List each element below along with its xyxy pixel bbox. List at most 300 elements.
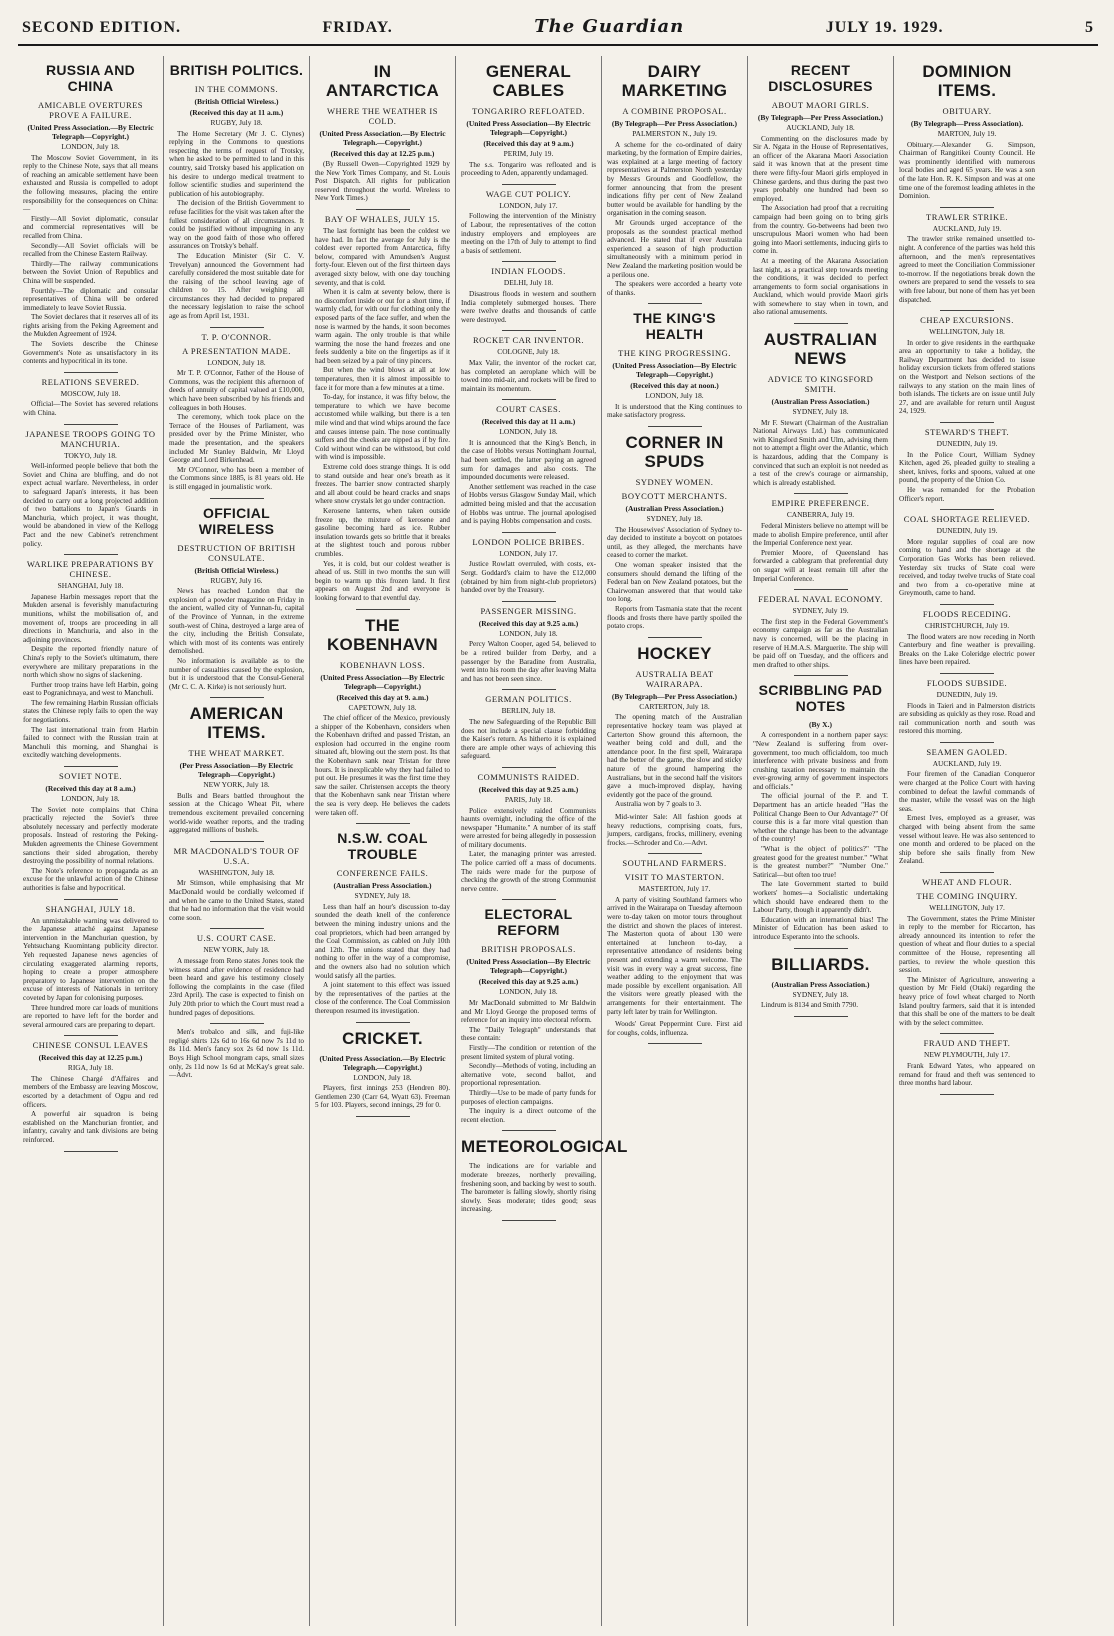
- article: [315, 62, 450, 203]
- dateline: LONDON, July 18.: [207, 357, 266, 367]
- section-rule: [502, 689, 556, 690]
- dateline: LONDON, July 18.: [61, 142, 120, 151]
- article-paragraph: The last international train from Harbin failed to connect with the Russian train at Manchuli this morning, and Shanghai is excitedly watching developments.: [23, 725, 158, 760]
- article-paragraph: The Note's reference to propaganda as an excuse for the unlawful action of the Chinese authorities is false and hypocritical.: [23, 866, 158, 892]
- dateline: LONDON, July 18.: [499, 427, 558, 437]
- article: [169, 933, 304, 1017]
- wire-credit: (United Press Association.—By Electric Telegraph.—Copyright.): [319, 1053, 446, 1072]
- dateline: LONDON, July 18.: [499, 628, 558, 638]
- article-paragraph: Floods in Taieri and in Palmerston districts are subsiding as quickly as they rose. Road and rail communication north and south was restored this morning.: [899, 701, 1035, 736]
- article-paragraph: The few remaining Harbin Russian officials states the Chinese reply fails to open the way for negotiations.: [23, 698, 158, 725]
- article-paragraph: Extreme cold does strange things. It is odd to stand outside and hear one's breath as it freezes. The barrier snow contracted sharply and all about could be heard cracks and snaps where snow crystals let go under contraction.: [315, 463, 450, 506]
- section-rule: [356, 609, 410, 610]
- article-paragraph: Firstly—The condition or retention of the present limited system of plural voting.: [461, 1044, 596, 1061]
- article: [899, 315, 1035, 416]
- article-paragraph: The official journal of the P. and T. Department has an article headed "Has the Political Change Been to Our Advantage?" Of course this is a far more vital question than whether the change has been to the advantage of the country!: [753, 792, 888, 844]
- article: [461, 694, 596, 761]
- section-rule: [940, 310, 994, 311]
- article-paragraph: The ceremony, which took place on the Terrace of the Houses of Parliament, was presided over by the Prime Minister, who made the presentation, and the speakers included Mr Stanley Baldwin, Mr Lloyd George and Lord Birkenhead.: [169, 413, 304, 465]
- article-subheading: THE KING PROGRESSING.: [618, 348, 731, 359]
- article: [753, 682, 888, 941]
- article-paragraph: Education with an international bias! The Minister of Education has been asked to introduce Esperanto into the schools.: [753, 915, 888, 941]
- article-headline: OFFICIAL WIRELESS: [198, 504, 275, 537]
- section-rule: [648, 1043, 702, 1044]
- section-rule: [502, 330, 556, 331]
- section-rule: [210, 327, 264, 328]
- section-rule: [502, 601, 556, 602]
- article-paragraph: "What is the object of politics?" "The greatest good for the greatest number." "What is the greatest number?" "Number One." Satirical—but often too true!: [753, 845, 888, 879]
- received-note: (Received this day at 9 a.m.): [483, 139, 574, 148]
- wire-credit: (Received this day at 11 a.m.): [481, 417, 576, 427]
- section-rule: [502, 261, 556, 262]
- section-rule: [648, 426, 702, 427]
- page-number: 5: [1084, 19, 1094, 36]
- article: [461, 1137, 628, 1214]
- article-paragraph: He was remanded for the Probation Officer's report.: [899, 486, 1035, 503]
- section-rule: [940, 207, 994, 208]
- section-rule: [794, 493, 848, 494]
- article-paragraph: An unmistakable warning was delivered to the Japanese attaché against Japanese intervention in the Manchurian question, by Yehtsuchang Kuomintang publicity director. Yeh requested Japanese news agencies of circulating exaggerated alarming reports, hoping to create a proper atmosphere preparatory to Japanese intervention on the excuse of interests of Nationals in territory coveted by Japan for colonising purposes.: [23, 916, 158, 1002]
- dateline: PARIS, July 18.: [504, 794, 553, 804]
- article-paragraph: Frank Edward Yates, who appeared on remand for fraud and theft was sentenced to three months hard labour.: [899, 1061, 1035, 1088]
- article-paragraph: The indications are for variable and moderate breezes, northerly prevailing, freshening soon, and backing by west to south. The barometer is falling slowly, shortly rising slowly. Seas moderate; tides good; seas increasing.: [461, 1162, 596, 1214]
- article-paragraph: Premier Moore, of Queensland has forwarded a cablegram that preferential duty on sugar will at least remain till after the Imperial Conference.: [753, 548, 888, 583]
- column-1: [18, 56, 164, 1626]
- article-subheading: T. P. O'CONNOR.: [201, 331, 272, 342]
- article-paragraph: In the Police Court, William Sydney Kitchen, aged 26, pleaded guilty to stealing a sheet, knives, forks and spoons, valued at one pound, the property of the Union Co.: [899, 450, 1035, 485]
- wire-credit: (By Telegraph—Press Association).: [910, 119, 1024, 128]
- dateline: SHANGHAI, July 18.: [57, 581, 124, 591]
- dateline: AUCKLAND, July 18.: [786, 123, 855, 132]
- section-rule: [794, 675, 848, 676]
- article-headline: CORNER IN SPUDS: [625, 433, 724, 472]
- article-paragraph: The trawler strike remained unsettled to-night. A conference of the parties was held this afternoon, and the men's representatives agreed to meet the Conciliation Commissioner to-morrow. If the negotiations break down the owners are prepared to send the vessels to sea with free labour, but none of them has yet been dispatched.: [899, 235, 1035, 304]
- article-subheading: TRAWLER STRIKE.: [926, 211, 1008, 222]
- dateline: SYDNEY, July 18.: [646, 514, 703, 524]
- article-headline: RUSSIA AND CHINA: [45, 62, 136, 94]
- article: [461, 404, 596, 526]
- section-rule: [940, 509, 994, 510]
- article-subtitle: VISIT TO MASTERTON.: [624, 872, 725, 883]
- article-subtitle: THE COMING INQUIRY.: [916, 891, 1018, 901]
- dateline: WELLINGTON, July 18.: [929, 327, 1005, 337]
- section-rule: [940, 872, 994, 873]
- wire-credit: (United Press Association—By Electric Telegraph—Copyright.): [320, 672, 445, 691]
- dateline: AUCKLAND, July 19.: [932, 758, 1002, 768]
- paper-title: The Guardian: [534, 16, 685, 37]
- article-paragraph: The "Daily Telegraph" understands that these contain:: [461, 1025, 596, 1043]
- article-paragraph: Well-informed people believe that both the Soviet and China are bluffing, and do not expect actual warfare. Nevertheless, in order to safeguard Japan's interests, it has been decided to carry out a long projected addition of two battalions to Japan's Guards in Manchuria, which project, it was thought, would be abandoned in view of the Kellogg Pact and the new Cabinet's retrenchment policy.: [23, 462, 158, 548]
- article-headline: GENERAL CABLES: [485, 62, 572, 100]
- article-subtitle: BOYCOTT MERCHANTS.: [621, 491, 728, 502]
- article-paragraph: The last fortnight has been the coldest we have had. In fact the average for July is the coldest ever reported from Antarctica, fifty below, compared with Amundsen's August forty-four. Eleven out of the first thirteen days averaged sixty below, with one day touching seventy, and that is cold.: [315, 226, 450, 287]
- article-subheading: OBITUARY.: [942, 106, 992, 116]
- article-headline: AMERICAN ITEMS.: [189, 704, 284, 743]
- article: [461, 772, 596, 894]
- article-paragraph: It is understood that the King continues to make satisfactory progress.: [607, 402, 742, 420]
- section-rule: [940, 1094, 994, 1095]
- article: [23, 62, 158, 366]
- article-headline: N.S.W. COAL TROUBLE: [337, 830, 428, 863]
- dateline: TOKYO, July 18.: [64, 450, 117, 460]
- article: [899, 747, 1035, 866]
- article-subheading: BRITISH PROPOSALS.: [481, 944, 576, 955]
- section-rule: [210, 1023, 264, 1024]
- dateline: AUCKLAND, July 19.: [932, 223, 1002, 233]
- dateline: DUNEDIN, July 19.: [936, 526, 998, 536]
- article-headline: DOMINION ITEMS.: [922, 62, 1012, 100]
- article-paragraph: Official—The Soviet has severed relations with China.: [23, 400, 158, 418]
- article-paragraph: The Housewives' Association of Sydney to-day decided to institute a boycott on potatoes until, as they alleged, the merchants have ceased to corner the market.: [607, 525, 742, 560]
- article-headline: BRITISH POLITICS.: [169, 62, 304, 78]
- article-headline: AUSTRALIAN NEWS: [763, 330, 878, 369]
- section-rule: [502, 899, 556, 900]
- section-rule: [356, 823, 410, 824]
- article-paragraph: Fourthly—The diplomatic and consular representatives of China will be ordered immediately to leave Soviet Russia.: [23, 286, 158, 312]
- article-paragraph: The decision of the British Government to refuse facilities for the visit was taken after the fullest consideration of all circumstances. It could be justified without impugning in any way on the good faith of those who offered assurances on Trotsky's behalf.: [169, 199, 304, 251]
- article-paragraph: Max Valir, the inventor of the rocket car, has completed an aeroplane which will be towed into mid-air, and rockets will be fired to maintain its momentum.: [461, 358, 596, 393]
- section-rule: [794, 948, 848, 949]
- article-paragraph: Players, first innings 253 (Hendren 80). Gentlemen 230 (Carr 64, Wyatt 63). Freeman 5 for 103. Players, second innings, 29 for 0.: [315, 1084, 450, 1110]
- article-paragraph: But when the wind blows at all at low temperatures, then it is almost impossible to face it for more than a few minutes at a time.: [315, 366, 450, 392]
- article-paragraph: At a meeting of the Akarana Association last night, as a practical step towards meeting the conditions, it was decided to perfect arrangements to form social organisations in Auckland, which would provide Maori girls with somewhere to stay when in town, and also rational amusements.: [753, 256, 888, 317]
- columns-container: [18, 56, 1098, 1626]
- article: [607, 310, 742, 420]
- article-headline: SCRIBBLING PAD NOTES: [758, 682, 883, 715]
- article: [23, 904, 158, 1030]
- dateline: NEW YORK, July 18.: [203, 780, 270, 790]
- wire-credit: (Received this day at 8 a.m.): [45, 784, 136, 794]
- section-rule: [64, 554, 118, 555]
- section-rule: [794, 589, 848, 590]
- wire-credit: (United Press Association.—By Electric Telegraph.—Copyright.): [319, 129, 446, 147]
- dateline: WASHINGTON, July 18.: [198, 867, 275, 877]
- article-headline: DAIRY MARKETING: [621, 62, 728, 100]
- article-paragraph: News has reached London that the explosion of a powder magazine on Friday in the ancient, walled city of Yunnan-fu, capital of the Province of Yunnan, in the extreme south-west of China, destroyed a large area of the city, including the British Consulate, which with most of its contents was entirely demolished.: [169, 587, 304, 656]
- section-rule: [940, 742, 994, 743]
- article-paragraph: More regular supplies of coal are now coming to hand and the shortage at the Corporation Gas Works has been relieved. Yesterday six trucks of State coal were received, and today twelve trucks of State coal and two from a co-operative mine at Greymouth, came to hand.: [899, 537, 1035, 598]
- article: [607, 433, 742, 631]
- article-paragraph: Further troop trains have left Harbin, going east to Pogranichnaya, and west to Manchuli.: [23, 680, 158, 698]
- article-subheading: PASSENGER MISSING.: [480, 605, 577, 616]
- article: [23, 377, 158, 418]
- column-5: [602, 56, 748, 1626]
- wire-credit: (By Telegraph—Per Press Association.): [757, 113, 884, 122]
- article: [23, 429, 158, 549]
- dateline: LONDON, July 18.: [353, 1072, 412, 1082]
- article: [607, 62, 742, 297]
- article: [461, 266, 596, 324]
- article-paragraph: The s.s. Tongariro was refloated and is proceeding to Aden, apparently undamaged.: [461, 160, 596, 178]
- dateline: MASTERTON, July 17.: [638, 884, 711, 894]
- section-rule: [64, 766, 118, 767]
- article-subheading: BAY OF WHALES, JULY 15.: [324, 213, 441, 224]
- article-paragraph: When it is calm at seventy below, there is no discomfort inside or out for a short time, if warmly clad, for with our fur clothing only the exposed parts of the face suffer, and when the nose is warmed by the hands, it soon becomes warm again. The only trouble is that while warming the nose the hand freezes and one feels suddenly a bite on the fingertips as if it had been seized by a pair of tiny pincers.: [315, 288, 450, 365]
- article-paragraph: The Minister of Agriculture, answering a question by Mr Field (Otaki) regarding the heavy price of fowl wheat charged to North Island poultry farmers, said that it is intended that this shall be one of the matters to be dealt with by the select committee.: [899, 975, 1035, 1027]
- article-subheading: WHEAT AND FLOUR.: [922, 877, 1012, 887]
- article-paragraph: Mr O'Connor, who has been a member of the Commons since 1885, is 81 years old. He is still engaged in journalistic work.: [169, 465, 304, 491]
- dateline: DUNEDIN, July 19.: [936, 439, 998, 449]
- dateline: LONDON, July 18.: [61, 794, 120, 804]
- column-4: [456, 56, 628, 1626]
- article-headline: BILLIARDS.: [771, 954, 870, 974]
- article: [169, 704, 304, 835]
- masthead: [18, 16, 1098, 46]
- article-paragraph: Australia won by 7 goals to 3.: [615, 800, 702, 809]
- article-paragraph: Firstly—All Soviet diplomatic, consular and commercial representatives will be recalled from China.: [23, 214, 158, 240]
- article-paragraph: Commenting on the disclosures made by Sir A. Ngata in the House of Representatives, an officer of the Akarana Maori Association said it was known that at the present time there were fifty-four Maori girls employed in Chinese gardens, and thus during the past two years probably one hundred had been so employed.: [753, 134, 888, 203]
- dateline: BERLIN, July 18.: [501, 706, 556, 716]
- article-paragraph: Mr T. P. O'Connor, Father of the House of Commons, was the recipient this afternoon of deeds of annuity of capital valued at £10,000, which have been subscribed by his friends and colleagues in both Houses.: [169, 369, 304, 412]
- section-rule: [210, 498, 264, 499]
- article: [23, 559, 158, 760]
- article: [169, 332, 304, 492]
- dateline: SYDNEY, July 18.: [792, 407, 849, 417]
- article-subheading: WARLIKE PREPARATIONS BY CHINESE.: [26, 559, 155, 580]
- article-paragraph: The Soviets describe the Chinese Government's Note as unsatisfactory in its contents and hypocritical in its tone.: [23, 340, 158, 366]
- article-subheading: KOBENHAVN LOSS.: [339, 659, 426, 670]
- article-subheading: IN THE COMMONS.: [194, 84, 279, 94]
- article-subheading: ADVICE TO KINGSFORD SMITH.: [767, 374, 874, 395]
- wire-credit: (Per Press Association—By Electric Telegraph—Copyright.): [179, 761, 294, 780]
- article-subheading: WHERE THE WEATHER IS COLD.: [327, 106, 438, 126]
- article-paragraph: Secondly—All Soviet officials will be recalled from the Chinese Eastern Railway.: [23, 241, 158, 259]
- article: [899, 678, 1035, 736]
- article-paragraph: The flood waters are now receding in North Canterbury and fine weather is prevailing. Breaks on the Lake Coleridge electric power lines have been repaired.: [899, 632, 1035, 667]
- article: [461, 189, 596, 256]
- dateline: RIGA, July 18.: [67, 1063, 114, 1073]
- wire-credit: (Australian Press Association.): [333, 881, 432, 891]
- section-rule: [648, 853, 702, 854]
- article-paragraph: Yes, it is cold, but our coldest weather is ahead of us. Still in two months the sun will begin to warm up this frozen land. It first appears on August 2nd and everyone is looking forward to that eventful day.: [315, 559, 450, 602]
- article-subheading: STEWARD'S THEFT.: [924, 427, 1010, 438]
- dateline: MOSCOW, July 18.: [60, 388, 121, 398]
- column-7: [894, 56, 1040, 1626]
- article: [23, 771, 158, 893]
- article-subheading: SOVIET NOTE.: [59, 771, 122, 782]
- article: [169, 846, 304, 923]
- article-paragraph: The Education Minister (Sir C. V. Trevelyan) announced the Government had carefully considered the most suitable date for the raising of the school leaving age of children to 15. After weighing all circumstances they had decided to prepared the necessary legislation to raise the school age as from April 1st, 1931.: [169, 251, 304, 321]
- section-rule: [940, 604, 994, 605]
- column-3: [310, 56, 456, 1626]
- article-paragraph: Following the intervention of the Ministry of Labour, the representatives of the cotton industry employers and employees are meeting on the 17th of July to attempt to find a basis of settlement.: [461, 212, 596, 255]
- edition-label: SECOND EDITION.: [22, 19, 182, 36]
- article: [315, 214, 450, 603]
- dateline: PERIM, July 19.: [503, 149, 554, 158]
- section-rule: [64, 1035, 118, 1036]
- article: [899, 609, 1035, 667]
- article-subheading: SEAMEN GAOLED.: [926, 746, 1008, 757]
- section-rule: [210, 841, 264, 842]
- wire-credit: (By Telegraph—Per Press Association.): [611, 691, 738, 701]
- article-subheading: ABOUT MAORI GIRLS.: [771, 100, 870, 110]
- dateline: NEW YORK, July 18.: [203, 945, 270, 955]
- wire-credit: (United Press Association—By Electric Telegraph—Copyright.): [612, 361, 737, 380]
- advertisement: Mid-winter Sale: All fashion goods at heavy reductions, comprising coats, furs, jumpers, cardigans, frocks, millinery, evening frocks.—Schroder and Co.—Advt.: [607, 812, 742, 847]
- article-paragraph: Mr MacDonald submitted to Mr Baldwin and Mr Lloyd George the proposed terms of reference for an inquiry into electoral reform.: [461, 999, 596, 1025]
- article-headline: THE KOBENHAVN: [326, 615, 438, 654]
- article: [607, 858, 742, 1037]
- article: [899, 514, 1035, 598]
- article-paragraph: No information is available as to the number of casualties caused by the explosion, but it is understood that the Consul-General (Mr C. C. A. Kirke) is not seriously hurt.: [169, 656, 304, 691]
- article: [461, 906, 596, 1124]
- article-paragraph: Secondly—Methods of voting, including an alternative vote, second ballot, and proportional representation.: [461, 1062, 596, 1088]
- section-rule: [64, 899, 118, 900]
- article-paragraph: The chief officer of the Mexico, previously a shipper of the Kobenhavn, considers when the Kobenhavn drifted and passed Tristan, an explosion had occurred in the engine room situated aft, blowing out the stern post. Its that the Kobenhavn sank near Tristan for three hours. It is inexplicable why they had failed to put out. He presumes it was the first time they saw the sailer. Christensen accepts the theory that the Kobenhavn sank near Tristan where the sea is very deep. He believes the cadets were taken off.: [315, 714, 450, 817]
- article-subheading: SOUTHLAND FARMERS.: [622, 858, 727, 869]
- article-paragraph: The first step in the Federal Government's economy campaign as far as the Australian navy is concerned, will be the placing in reserve of H.M.A.S. Marguerite. The ship will be paid off on Tuesday, and the officers and men drafted to other ships.: [753, 617, 888, 669]
- section-rule: [356, 1022, 410, 1023]
- section-rule: [794, 1016, 848, 1017]
- article-paragraph: (By Russell Owen—Copyrighted 1929 by the New York Times Company, and St. Louis Post Dispatch. All rights for publication reserved throughout the world. Wireless to New York Times.): [315, 160, 450, 203]
- article-paragraph: Lindrum is 8134 and Smith 7790.: [761, 1001, 859, 1010]
- article: [607, 644, 742, 848]
- article-subheading: FLOODS SUBSIDE.: [926, 677, 1008, 688]
- article-paragraph: Four firemen of the Canadian Conqueror were charged at the Police Court with having combined to defeat the lawful commands of the master, while the vessel was on the high seas.: [899, 770, 1035, 813]
- dateline: WELLINGTON, July 17.: [929, 903, 1005, 912]
- article: [461, 335, 596, 393]
- article: [899, 1038, 1035, 1087]
- section-rule: [210, 928, 264, 929]
- article-subheading: AUSTRALIA BEAT WAIRARAPA.: [635, 668, 714, 689]
- article-subheading: EMPIRE PREFERENCE.: [771, 498, 870, 509]
- wire-credit: (United Press Association—By Electric Telegraph—Copyright.): [466, 957, 591, 976]
- article-subheading: ROCKET CAR INVENTOR.: [473, 335, 584, 346]
- article-paragraph: A correspondent in a northern paper says: "New Zealand is suffering from over-government, too much officialdom, too much interference with private business and from crushing taxation necessary to maintain the ever-growing army of government inspectors and officials.": [753, 731, 888, 791]
- article-headline: ELECTORAL REFORM: [484, 906, 573, 939]
- dateline: LONDON, July 17.: [499, 200, 558, 210]
- article-subheading: WAGE CUT POLICY.: [485, 188, 572, 199]
- article-subheading: CHEAP EXCURSIONS.: [920, 315, 1014, 326]
- article: [169, 505, 304, 692]
- section-rule: [210, 697, 264, 698]
- article-subheading: U.S. COURT CASE.: [196, 933, 277, 944]
- article-paragraph: Mr F. Stewart (Chairman of the Australian National Airways Ltd.) has communicated with Kingsford Smith and Ulm, advising them not to attempt a flight over the Atlantic, which is hazardous, adding that the Company is convinced that such an exploit is not needed as a test of the crew's courage or airmanship, which is already established.: [753, 418, 888, 487]
- dateline: LONDON, July 18.: [499, 987, 558, 997]
- article-paragraph: Thirdly—The railway communications between the Soviet Union of Republics and China will be suspended.: [23, 259, 158, 285]
- wire-credit: (Received this day at 9.25 a.m.): [478, 618, 579, 628]
- article-paragraph: Percy Walton Cooper, aged 54, believed to be a retired builder from Derby, and a passenger by the Baradine from Australia, went into his room the day after leaving Malta and has not been seen since.: [461, 640, 596, 683]
- advertisement: Woods' Great Peppermint Cure. First aid for coughs, colds, influenza.: [607, 1020, 742, 1037]
- article-paragraph: A message from Reno states Jones took the witness stand after evidence of residence had been heard and gave his testimony closely following the complaints in the case (filed 23rd April). The case is expected to finish on July 20th prior to which the Court must read a hundred pages of depositions.: [169, 957, 304, 1017]
- newspaper-page: [18, 16, 1098, 1626]
- section-rule: [940, 1033, 994, 1034]
- article-paragraph: Mr Stimson, while emphasising that Mr MacDonald would be cordially welcomed if and when he came to the United States, stated that he had no information that the visit would come soon.: [169, 879, 304, 922]
- received-note: (Received this day at 12.25 p.m.): [330, 149, 435, 158]
- article-headline: IN ANTARCTICA: [325, 62, 440, 100]
- article-paragraph: Bulls and Bears battled throughout the session at the Chicago Wheat Pit, where tremendous excitement prevailed concerning world-wide weather reports, and the trading aggregated millions of bushels.: [169, 791, 304, 835]
- article: [315, 616, 450, 818]
- article-paragraph: Three hundred more car loads of munitions are reported to have left for the border and several armoured cars are preparing to depart.: [23, 1003, 158, 1029]
- article-subtitle: A PRESENTATION MADE.: [182, 345, 291, 356]
- article-paragraph: Obituary.—Alexander G. Simpson, Chairman of Rangitikei County Council. He was prominently identified with numerous local bodies and aged 65 years. He was a son of the late Hon. R. K. Simpson and was at one time one of the foremost leading athletes in the Dominion.: [899, 140, 1035, 201]
- article-subheading: FRAUD AND THEFT.: [923, 1038, 1011, 1049]
- article-subheading: SYDNEY WOMEN.: [635, 477, 714, 488]
- article-subheading: A COMBINE PROPOSAL.: [622, 106, 727, 116]
- article-subheading: RELATIONS SEVERED.: [41, 376, 140, 387]
- article-paragraph: One woman speaker insisted that the consumers should demand the lifting of the Federal ban on New Zealand potatoes, but the Chairwoman answered that that would take too long.: [607, 561, 742, 604]
- section-rule: [502, 767, 556, 768]
- dateline: MARTON, July 19.: [937, 129, 997, 138]
- article: [461, 606, 596, 684]
- dateline: CAPETOWN, July 18.: [348, 702, 417, 712]
- section-rule: [356, 209, 410, 210]
- section-rule: [940, 673, 994, 674]
- received-note: (Received this day at 9. a.m.): [336, 692, 429, 702]
- article: [315, 1029, 450, 1110]
- day-label: FRIDAY.: [322, 19, 393, 36]
- article-headline: METEOROLOGICAL: [461, 1137, 628, 1157]
- dateline: DELHI, July 18.: [503, 278, 554, 288]
- article-paragraph: The Chinese Chargé d'Affaires and members of the Embassy are leaving Moscow, escorted by a detachment of Ogpu and red officers.: [23, 1074, 158, 1109]
- dateline: SYDNEY, July 18.: [792, 989, 849, 999]
- article-paragraph: The Moscow Soviet Government, in its reply to the Chinese Note, says that all means of reaching an amicable settlement have been exhausted and Russia is compelled to adopt the following measures, placing the entire responsibility for the consequences on China:—: [23, 153, 158, 214]
- dateline: SYDNEY, July 19.: [792, 606, 849, 616]
- article: [753, 594, 888, 669]
- article-subheading: FEDERAL NAVAL ECONOMY.: [758, 594, 883, 605]
- wire-credit: (British Official Wireless.): [194, 97, 279, 106]
- received-note: (Received this day at 9.25 a.m.): [478, 977, 579, 987]
- section-rule: [502, 184, 556, 185]
- article-subheading: CHINESE CONSUL LEAVES: [32, 1040, 149, 1051]
- article-paragraph: Less than half an hour's discussion to-day sounded the death knell of the conference between the mining industry unions and the coal proprietors, which had been arranged by the Coal Commission, as cabled on July 10th and 12th. The unions stated that they had nothing to offer in the way of a compromise, and the owners also had no solution which would satisfy all the parties.: [315, 902, 450, 980]
- article-paragraph: A party of visiting Southland farmers who arrived in the Wairarapa on Tuesday afternoon were to-day taken on motor tours throughout the district and shown the places of interest. The Masterton quota of about 130 were entertained at luncheon to-day, a representative attendance of residents being present and extending a warm welcome. The visit was in every way a great success, fine weather adding to the enjoyment that was made possible by excellent organisation. All the visitors were greatly pleased with the arrangements for their entertainment. The party left later by train for Wellington.: [607, 895, 742, 1016]
- article-subheading: LONDON POLICE BRIBES.: [472, 536, 585, 547]
- article-subheading: COAL SHORTAGE RELIEVED.: [903, 514, 1031, 525]
- section-rule: [356, 1116, 410, 1117]
- issue-date: JULY 19. 1929.: [825, 19, 944, 36]
- section-rule: [502, 399, 556, 400]
- article-paragraph: The late Government started to build workers' homes—a Socialistic undertaking which should have endeared them to the Labour Party, though it apparently didn't.: [753, 880, 888, 915]
- article-subheading: GERMAN POLITICS.: [485, 694, 572, 705]
- article-headline: HOCKEY: [637, 643, 712, 663]
- article-paragraph: In order to give residents in the earthquake area an opportunity to take a holiday, the Railway Department has decided to issue holiday excursion tickets from offered stations on the Westport and Nelson sections of the railways to any station on the main lines of both islands. The tickets are on issue until July 27, and are available for return until August 24, 1929.: [899, 338, 1035, 416]
- article-paragraph: To-day, for instance, it was fifty below, the temperature to which we have become accustomed while walking, but there is a ten mile wind and that wind whips around the face and causes intense pain. The nose continually suffers and the cheeks are nipped as if by fire. Cold without wind can be withstood, but cold with wind is impossible.: [315, 393, 450, 462]
- article-subheading: JAPANESE TROOPS GOING TO MANCHURIA.: [25, 428, 156, 449]
- article-subheading: INDIAN FLOODS.: [491, 266, 566, 277]
- article: [753, 62, 888, 317]
- dateline: SYDNEY, July 18.: [354, 891, 411, 901]
- wire-credit: (Received this day at 12.25 p.m.): [38, 1053, 143, 1063]
- column-6: [748, 56, 894, 1626]
- article: [753, 955, 888, 1010]
- article-paragraph: Disastrous floods in western and southern India completely submerged houses. There were twelve deaths and thousands of cattle were destroyed.: [461, 289, 596, 324]
- wire-credit: (British Official Wireless.): [194, 565, 279, 575]
- dateline: RUGBY, July 18.: [210, 118, 263, 127]
- article-paragraph: Justice Rowlatt overruled, with costs, ex-Sergt. Goddard's claim to have the £12,000 (obtained by him from night-club proprietors) handed over by the Treasury.: [461, 560, 596, 595]
- wire-credit: (Australian Press Association.): [771, 397, 870, 407]
- article-headline: CRICKET.: [342, 1028, 423, 1048]
- article-paragraph: The Home Secretary (Mr J. C. Clynes) replying in the Commons to questions respecting the terms of request of Trotsky, when he asked to be permitted to land in this country, said Trotsky based his application on his desire to undergo medical treatment to follow scientific studies and superintend the publication of his autobiography.: [169, 129, 304, 198]
- article-paragraph: Police extensively raided Communists haunts overnight, including the office of the newspaper "Humanite." A number of its staff were arrested for being allegedly in possession of military documents.: [461, 806, 596, 849]
- article: [315, 830, 450, 1015]
- advertisement: Men's trobalco and silk, and fuji-like regligé shirts 12s 6d to 16s 6d now 7s 11d to 8s 11d. Men's fancy sox 2s 6d now 1s 11d. Boys High School mongram caps, small sizes only, 2s 11d now 1s 6d at McKay's great sale.—Advt.: [169, 1028, 304, 1080]
- wire-credit: (By X.): [809, 720, 832, 730]
- article-paragraph: Japanese Harbin messages report that the Mukden arsenal is feverishly manufacturing munitions, whilst the mobilisation of, and movement of, troops are proceeding in all directions in Manchuria, and also in the adjoining provinces.: [23, 592, 158, 644]
- section-rule: [502, 532, 556, 533]
- article-paragraph: Later, the managing printer was arrested. The police carried off a mass of documents. The raids were made for the purpose of checking the growth of the strong Communist nerve centre.: [461, 850, 596, 893]
- article-paragraph: Reports from Tasmania state that the recent floods and frosts there have partly spoiled the potato crops.: [607, 605, 742, 631]
- dateline: COLOGNE, July 18.: [497, 347, 560, 357]
- article-paragraph: The inquiry is a direct outcome of the recent election.: [461, 1107, 596, 1124]
- dateline: NEW PLYMOUTH, July 17.: [924, 1050, 1010, 1060]
- dateline: CARTERTON, July 18.: [639, 701, 710, 711]
- wire-credit: (United Press Association—By Electric Telegraph—Copyright.): [466, 119, 591, 137]
- article-paragraph: The Government, states the Prime Minister in reply to the member for Riccarton, has already announced its intention to refer the question of wheat and flour duties to a special committee of the House, representing all parties, to review the whole question this session.: [899, 914, 1035, 975]
- article: [899, 877, 1035, 1027]
- article-paragraph: The Soviet declares that it reserves all of its rights arising from the Peking Agreement and the Mukden Agreement of 1924.: [23, 313, 158, 339]
- section-rule: [794, 323, 848, 324]
